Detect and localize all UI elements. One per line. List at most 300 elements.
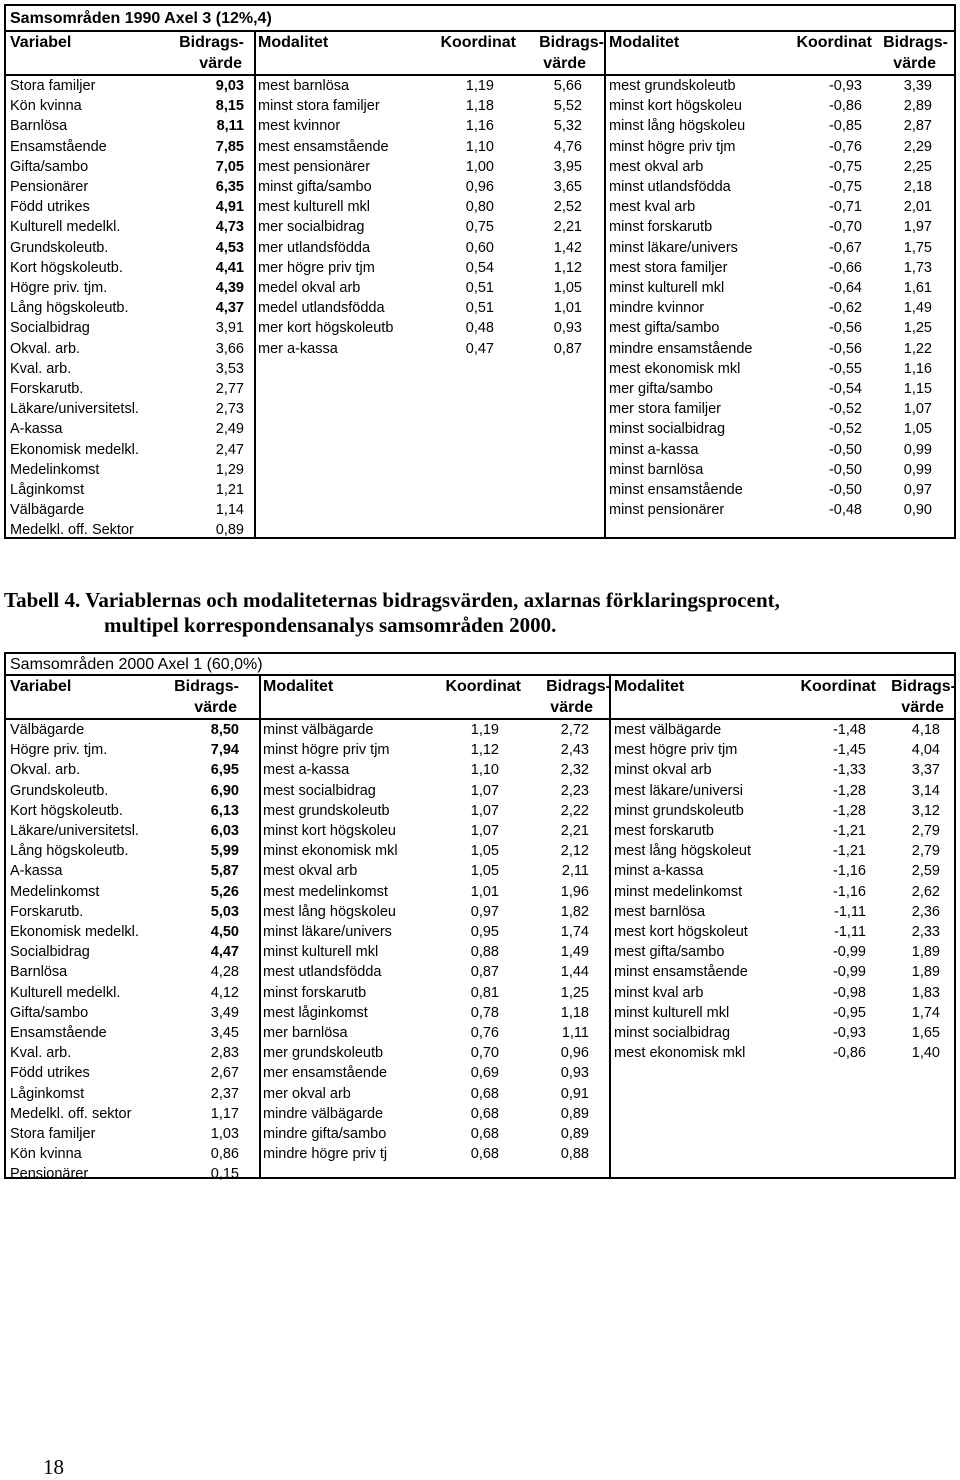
variable-name: Socialbidrag bbox=[10, 944, 90, 961]
modality-name: mer barnlösa bbox=[263, 1025, 348, 1041]
modality-name: minst läkare/univers bbox=[263, 924, 392, 940]
modality-contribution: 1,65 bbox=[911, 1025, 940, 1041]
variable-contribution: 7,94 bbox=[210, 742, 239, 759]
variable-name: Socialbidrag bbox=[10, 320, 90, 337]
modality-coordinate: -1,28 bbox=[832, 802, 866, 819]
variable-contribution: 6,90 bbox=[210, 782, 239, 799]
variable-contribution: 5,87 bbox=[210, 863, 239, 880]
modality-contribution: 2,21 bbox=[560, 823, 589, 839]
modality-contribution: 2,29 bbox=[903, 138, 932, 155]
variable-name: Barnlösa bbox=[10, 118, 68, 135]
modality-name: minst a-kassa bbox=[614, 863, 704, 880]
header-bidrag: värde bbox=[901, 699, 944, 716]
variable-name: Välbägarde bbox=[10, 502, 85, 519]
modality-contribution: 1,22 bbox=[903, 340, 932, 357]
modality-contribution: 5,52 bbox=[553, 98, 582, 115]
modality-contribution: 2,18 bbox=[903, 179, 932, 195]
modality-contribution: 1,75 bbox=[903, 239, 932, 256]
variable-contribution: 2,73 bbox=[215, 401, 244, 418]
modality-name: minst okval arb bbox=[614, 762, 712, 779]
modality-contribution: 2,23 bbox=[560, 782, 589, 799]
modality-name: minst utlandsfödda bbox=[609, 179, 731, 195]
variable-contribution: 2,49 bbox=[215, 421, 244, 438]
header-row bbox=[6, 32, 954, 76]
modality-name: mest låginkomst bbox=[263, 1004, 368, 1021]
modality-contribution: 1,40 bbox=[911, 1045, 940, 1062]
header-bidrag: värde bbox=[194, 699, 237, 716]
modality-coordinate: -1,11 bbox=[834, 924, 866, 940]
modality-coordinate: -0,56 bbox=[828, 320, 862, 337]
table-body bbox=[6, 32, 954, 537]
modality-contribution: 2,59 bbox=[911, 863, 940, 880]
modality-name: minst ensamstående bbox=[609, 482, 743, 498]
modality-name: minst a-kassa bbox=[609, 441, 699, 458]
variable-contribution: 1,21 bbox=[215, 482, 244, 498]
modality-coordinate: 1,07 bbox=[470, 782, 499, 799]
modality-coordinate: 0,80 bbox=[465, 199, 494, 216]
variable-name: Ekonomisk medelkl. bbox=[10, 441, 139, 458]
variable-contribution: 1,14 bbox=[215, 502, 244, 519]
modality-coordinate: 0,88 bbox=[470, 944, 499, 961]
variable-name: Ekonomisk medelkl. bbox=[10, 924, 139, 940]
variable-contribution: 3,49 bbox=[210, 1004, 239, 1021]
modality-name: mer högre priv tjm bbox=[258, 259, 375, 276]
header-bidrag: Bidrags- bbox=[174, 678, 239, 695]
modality-coordinate: -0,70 bbox=[828, 219, 862, 236]
header-koordinat: Koordinat bbox=[796, 34, 872, 51]
modality-coordinate: 0,51 bbox=[465, 300, 494, 317]
modality-name: minst barnlösa bbox=[609, 461, 704, 478]
modality-coordinate: -0,66 bbox=[828, 259, 862, 276]
variable-name: Kval. arb. bbox=[10, 360, 72, 377]
header-modalitet: Modalitet bbox=[263, 678, 334, 695]
modality-name: minst medelinkomst bbox=[614, 883, 743, 900]
modality-contribution: 1,89 bbox=[911, 964, 940, 981]
variable-contribution: 4,50 bbox=[210, 924, 239, 940]
modality-name: mest okval arb bbox=[609, 158, 704, 175]
modality-name: mest kvinnor bbox=[258, 118, 341, 135]
modality-contribution: 1,25 bbox=[560, 984, 589, 1001]
variable-contribution: 2,47 bbox=[215, 441, 244, 458]
modality-name: minst gifta/sambo bbox=[258, 179, 372, 195]
variable-name: Grundskoleutb. bbox=[10, 239, 109, 256]
variable-name: Låginkomst bbox=[10, 482, 85, 498]
modality-name: mest välbägarde bbox=[614, 722, 722, 738]
variable-name: Grundskoleutb. bbox=[10, 782, 109, 799]
caption-line-1: Tabell 4. Variablernas och modaliteternas bidragsvärden, axlarnas förklaringsprocent, bbox=[4, 588, 780, 612]
variable-contribution: 2,37 bbox=[210, 1085, 239, 1102]
modality-coordinate: 1,01 bbox=[470, 883, 499, 900]
modality-contribution: 2,87 bbox=[903, 118, 932, 135]
modality-coordinate: -0,99 bbox=[832, 944, 866, 961]
modality-coordinate: 1,10 bbox=[470, 762, 499, 779]
modality-coordinate: 1,12 bbox=[470, 742, 499, 759]
header-koordinat: Koordinat bbox=[440, 34, 516, 51]
modality-name: mest gifta/sambo bbox=[614, 944, 725, 961]
modality-coordinate: 0,47 bbox=[465, 340, 494, 357]
modality-coordinate: 0,70 bbox=[470, 1045, 499, 1062]
modality-name: minst läkare/univers bbox=[609, 239, 738, 256]
modality-contribution: 0,99 bbox=[903, 461, 932, 478]
modality-name: minst forskarutb bbox=[609, 219, 713, 236]
modality-coordinate: -0,99 bbox=[832, 964, 866, 981]
modality-coordinate: 1,19 bbox=[470, 722, 499, 738]
variable-name: Högre priv. tjm. bbox=[10, 742, 108, 759]
modality-contribution: 2,32 bbox=[560, 762, 589, 779]
modality-coordinate: 1,18 bbox=[465, 98, 494, 115]
variable-name: Forskarutb. bbox=[10, 381, 84, 397]
variable-name: Läkare/universitetsl. bbox=[10, 823, 139, 839]
modality-name: minst ekonomisk mkl bbox=[263, 843, 398, 860]
modality-contribution: 2,62 bbox=[911, 883, 940, 900]
modality-coordinate: 0,97 bbox=[470, 903, 499, 920]
variable-name: Forskarutb. bbox=[10, 903, 84, 920]
modality-name: mest utlandsfödda bbox=[263, 964, 382, 981]
variable-contribution: 5,03 bbox=[210, 903, 239, 920]
variable-name: Medelkl. off. Sektor bbox=[10, 522, 134, 539]
table-title: Samsområden 2000 Axel 1 (60,0%) bbox=[6, 654, 954, 676]
modality-name: mest grundskoleutb bbox=[263, 802, 390, 819]
variable-contribution: 6,13 bbox=[210, 802, 239, 819]
table-1990-axis3 bbox=[4, 4, 956, 539]
variable-name: Kön kvinna bbox=[10, 98, 82, 115]
modality-name: minst kval arb bbox=[614, 984, 704, 1001]
modality-contribution: 3,12 bbox=[911, 802, 940, 819]
modality-contribution: 3,95 bbox=[553, 158, 582, 175]
variable-contribution: 4,91 bbox=[215, 199, 244, 216]
variable-name: Kort högskoleutb. bbox=[10, 802, 123, 819]
modality-contribution: 4,04 bbox=[911, 742, 940, 759]
modality-name: minst socialbidrag bbox=[614, 1025, 731, 1041]
variable-contribution: 4,53 bbox=[215, 239, 244, 256]
modality-coordinate: -1,45 bbox=[832, 742, 866, 759]
modality-coordinate: 0,69 bbox=[470, 1065, 499, 1082]
variable-contribution: 6,95 bbox=[210, 762, 239, 779]
modality-name: medel utlandsfödda bbox=[258, 300, 385, 317]
modality-name: mest barnlösa bbox=[614, 903, 706, 920]
variable-contribution: 2,67 bbox=[210, 1065, 239, 1082]
modality-name: mest forskarutb bbox=[614, 823, 714, 839]
variable-name: A-kassa bbox=[10, 863, 63, 880]
variable-contribution: 6,35 bbox=[215, 179, 244, 195]
column-divider bbox=[604, 32, 606, 537]
header-row bbox=[6, 676, 954, 720]
modality-contribution: 1,83 bbox=[911, 984, 940, 1001]
modality-name: minst kort högskoleu bbox=[609, 98, 742, 115]
modality-name: mest gifta/sambo bbox=[609, 320, 720, 337]
modality-contribution: 1,49 bbox=[903, 300, 932, 317]
modality-contribution: 1,01 bbox=[553, 300, 582, 317]
header-modalitet: Modalitet bbox=[614, 678, 685, 695]
variable-name: Medelkl. off. sektor bbox=[10, 1105, 132, 1122]
modality-contribution: 1,74 bbox=[560, 924, 589, 940]
column-divider bbox=[259, 676, 261, 1177]
variable-name: Stora familjer bbox=[10, 78, 96, 94]
variable-name: Medelinkomst bbox=[10, 883, 100, 900]
variable-name: Gifta/sambo bbox=[10, 158, 89, 175]
modality-contribution: 0,99 bbox=[903, 441, 932, 458]
modality-coordinate: 0,48 bbox=[465, 320, 494, 337]
modality-coordinate: 1,07 bbox=[470, 823, 499, 839]
modality-contribution: 0,91 bbox=[560, 1085, 589, 1102]
modality-coordinate: 0,51 bbox=[465, 280, 494, 296]
modality-contribution: 1,15 bbox=[903, 381, 932, 397]
modality-coordinate: -1,11 bbox=[834, 903, 866, 920]
modality-name: mer stora familjer bbox=[609, 401, 721, 418]
modality-name: mer ensamstående bbox=[263, 1065, 388, 1082]
modality-contribution: 1,73 bbox=[903, 259, 932, 276]
modality-contribution: 1,05 bbox=[903, 421, 932, 438]
modality-coordinate: 0,54 bbox=[465, 259, 494, 276]
variable-name: Kort högskoleutb. bbox=[10, 259, 123, 276]
modality-name: mindre kvinnor bbox=[609, 300, 705, 317]
modality-coordinate: 0,68 bbox=[470, 1085, 499, 1102]
modality-coordinate: 1,05 bbox=[470, 843, 499, 860]
modality-contribution: 1,49 bbox=[560, 944, 589, 961]
modality-name: mest medelinkomst bbox=[263, 883, 388, 900]
modality-name: mer a-kassa bbox=[258, 340, 338, 357]
modality-contribution: 3,14 bbox=[911, 782, 940, 799]
variable-name: Kulturell medelkl. bbox=[10, 219, 121, 236]
modality-contribution: 0,93 bbox=[560, 1065, 589, 1082]
modality-name: mest a-kassa bbox=[263, 762, 350, 779]
modality-name: mest ensamstående bbox=[258, 138, 389, 155]
modality-name: mest kulturell mkl bbox=[258, 199, 370, 216]
modality-name: mindre gifta/sambo bbox=[263, 1126, 387, 1142]
variable-name: Kval. arb. bbox=[10, 1045, 72, 1062]
modality-contribution: 2,33 bbox=[911, 924, 940, 940]
modality-contribution: 1,89 bbox=[911, 944, 940, 961]
modality-name: minst högre priv tjm bbox=[609, 138, 736, 155]
variable-contribution: 1,03 bbox=[210, 1126, 239, 1142]
header-modalitet: Modalitet bbox=[258, 34, 329, 51]
modality-name: mest ekonomisk mkl bbox=[609, 360, 741, 377]
variable-contribution: 7,05 bbox=[215, 158, 244, 175]
modality-name: minst ensamstående bbox=[614, 964, 748, 981]
header-koordinat: Koordinat bbox=[445, 678, 521, 695]
modality-name: mest lång högskoleu bbox=[263, 903, 396, 920]
modality-contribution: 2,79 bbox=[911, 823, 940, 839]
modality-contribution: 3,65 bbox=[553, 179, 582, 195]
modality-contribution: 0,89 bbox=[560, 1126, 589, 1142]
modality-contribution: 2,43 bbox=[560, 742, 589, 759]
modality-name: minst välbägarde bbox=[263, 722, 374, 738]
modality-name: mer utlandsfödda bbox=[258, 239, 371, 256]
variable-name: Välbägarde bbox=[10, 722, 85, 738]
variable-contribution: 3,45 bbox=[210, 1025, 239, 1041]
variable-contribution: 6,03 bbox=[210, 823, 239, 839]
column-divider bbox=[254, 32, 256, 537]
variable-contribution: 4,47 bbox=[210, 944, 239, 961]
modality-name: mest lång högskoleut bbox=[614, 843, 752, 860]
variable-contribution: 2,83 bbox=[210, 1045, 239, 1062]
modality-contribution: 2,72 bbox=[560, 722, 589, 738]
variable-name: Gifta/sambo bbox=[10, 1004, 89, 1021]
modality-coordinate: 0,68 bbox=[470, 1146, 499, 1163]
variable-contribution: 4,39 bbox=[215, 280, 244, 296]
variable-name: Stora familjer bbox=[10, 1126, 96, 1142]
header-bidrag: Bidrags- bbox=[883, 34, 948, 51]
modality-coordinate: -0,50 bbox=[828, 461, 862, 478]
modality-name: minst forskarutb bbox=[263, 984, 367, 1001]
variable-name: Medelinkomst bbox=[10, 461, 100, 478]
modality-name: mest stora familjer bbox=[609, 259, 728, 276]
variable-contribution: 1,17 bbox=[210, 1105, 239, 1122]
modality-name: mest läkare/universi bbox=[614, 782, 743, 799]
variable-contribution: 1,29 bbox=[215, 461, 244, 478]
modality-name: mer kort högskoleutb bbox=[258, 320, 394, 337]
variable-contribution: 3,66 bbox=[215, 340, 244, 357]
modality-contribution: 2,01 bbox=[903, 199, 932, 216]
variable-contribution: 0,15 bbox=[210, 1166, 239, 1183]
variable-name: Barnlösa bbox=[10, 964, 68, 981]
modality-coordinate: -0,75 bbox=[828, 179, 862, 195]
modality-contribution: 1,25 bbox=[903, 320, 932, 337]
modality-name: minst stora familjer bbox=[258, 98, 380, 115]
modality-coordinate: 1,07 bbox=[470, 802, 499, 819]
header-bidrag: värde bbox=[893, 55, 936, 72]
variable-name: Kön kvinna bbox=[10, 1146, 82, 1163]
modality-coordinate: -0,71 bbox=[828, 199, 862, 216]
variable-name: Född utrikes bbox=[10, 1065, 90, 1082]
modality-contribution: 2,21 bbox=[553, 219, 582, 236]
modality-contribution: 3,39 bbox=[903, 78, 932, 94]
modality-coordinate: 0,75 bbox=[465, 219, 494, 236]
modality-contribution: 2,36 bbox=[911, 903, 940, 920]
modality-name: minst kulturell mkl bbox=[614, 1004, 730, 1021]
header-bidrag: Bidrags- bbox=[179, 34, 244, 51]
modality-contribution: 2,79 bbox=[911, 843, 940, 860]
modality-contribution: 1,16 bbox=[903, 360, 932, 377]
modality-contribution: 2,22 bbox=[560, 802, 589, 819]
modality-contribution: 1,97 bbox=[903, 219, 932, 236]
variable-contribution: 8,15 bbox=[215, 98, 244, 115]
modality-coordinate: 1,19 bbox=[465, 78, 494, 94]
modality-coordinate: -0,62 bbox=[828, 300, 862, 317]
modality-coordinate: -0,75 bbox=[828, 158, 862, 175]
modality-name: mest ekonomisk mkl bbox=[614, 1045, 746, 1062]
modality-contribution: 1,11 bbox=[561, 1025, 589, 1041]
modality-coordinate: -0,93 bbox=[828, 78, 862, 94]
modality-coordinate: 0,78 bbox=[470, 1004, 499, 1021]
modality-contribution: 0,90 bbox=[903, 502, 932, 519]
modality-coordinate: 1,10 bbox=[465, 138, 494, 155]
modality-contribution: 2,89 bbox=[903, 98, 932, 115]
modality-name: mindre ensamstående bbox=[609, 340, 753, 357]
modality-contribution: 2,25 bbox=[903, 158, 932, 175]
modality-contribution: 1,44 bbox=[560, 964, 589, 981]
modality-name: mest okval arb bbox=[263, 863, 358, 880]
modality-coordinate: -0,50 bbox=[828, 482, 862, 498]
variable-contribution: 4,28 bbox=[210, 964, 239, 981]
modality-contribution: 5,32 bbox=[553, 118, 582, 135]
modality-coordinate: 0,60 bbox=[465, 239, 494, 256]
variable-contribution: 8,50 bbox=[210, 722, 239, 738]
variable-contribution: 4,73 bbox=[215, 219, 244, 236]
column-divider bbox=[609, 676, 611, 1177]
modality-coordinate: -0,64 bbox=[828, 280, 862, 296]
variable-contribution: 4,41 bbox=[215, 259, 244, 276]
variable-contribution: 5,26 bbox=[210, 883, 239, 900]
modality-name: mindre högre priv tj bbox=[263, 1146, 388, 1163]
modality-coordinate: 0,81 bbox=[470, 984, 499, 1001]
modality-name: minst kulturell mkl bbox=[609, 280, 725, 296]
modality-coordinate: -0,67 bbox=[828, 239, 862, 256]
modality-name: mest grundskoleutb bbox=[609, 78, 736, 94]
table-caption bbox=[4, 588, 956, 638]
variable-name: Ensamstående bbox=[10, 1025, 107, 1041]
modality-contribution: 1,42 bbox=[553, 239, 582, 256]
variable-contribution: 2,77 bbox=[215, 381, 244, 397]
modality-coordinate: -1,48 bbox=[832, 722, 866, 738]
modality-coordinate: 0,76 bbox=[470, 1025, 499, 1041]
modality-contribution: 1,61 bbox=[903, 280, 932, 296]
modality-name: minst kulturell mkl bbox=[263, 944, 379, 961]
modality-contribution: 1,07 bbox=[903, 401, 932, 418]
modality-contribution: 0,88 bbox=[560, 1146, 589, 1163]
modality-contribution: 1,05 bbox=[553, 280, 582, 296]
variable-name: Född utrikes bbox=[10, 199, 90, 216]
modality-contribution: 2,11 bbox=[561, 863, 589, 880]
variable-name: Okval. arb. bbox=[10, 340, 81, 357]
modality-coordinate: -0,55 bbox=[828, 360, 862, 377]
header-koordinat: Koordinat bbox=[800, 678, 876, 695]
modality-coordinate: -0,76 bbox=[828, 138, 862, 155]
modality-contribution: 0,87 bbox=[553, 340, 582, 357]
modality-contribution: 3,37 bbox=[911, 762, 940, 779]
header-bidrag: Bidrags- bbox=[546, 678, 611, 695]
modality-name: mer gifta/sambo bbox=[609, 381, 713, 397]
modality-coordinate: -1,21 bbox=[832, 843, 866, 860]
variable-name: Låginkomst bbox=[10, 1085, 85, 1102]
header-bidrag: värde bbox=[199, 55, 242, 72]
variable-contribution: 7,85 bbox=[215, 138, 244, 155]
modality-coordinate: 1,16 bbox=[465, 118, 494, 135]
modality-name: mest högre priv tjm bbox=[614, 742, 738, 759]
modality-contribution: 1,82 bbox=[560, 903, 589, 920]
variable-name: Pensionärer bbox=[10, 1166, 89, 1183]
modality-contribution: 1,12 bbox=[553, 259, 582, 276]
variable-name: Ensamstående bbox=[10, 138, 107, 155]
modality-coordinate: 1,00 bbox=[465, 158, 494, 175]
modality-contribution: 5,66 bbox=[553, 78, 582, 94]
variable-name: Kulturell medelkl. bbox=[10, 984, 121, 1001]
modality-name: mindre välbägarde bbox=[263, 1105, 384, 1122]
modality-coordinate: -0,93 bbox=[832, 1025, 866, 1041]
table-body bbox=[6, 676, 956, 1183]
modality-name: mest pensionärer bbox=[258, 158, 371, 175]
modality-name: mer socialbidrag bbox=[258, 219, 365, 236]
modality-contribution: 0,89 bbox=[560, 1105, 589, 1122]
modality-contribution: 0,96 bbox=[560, 1045, 589, 1062]
modality-contribution: 1,18 bbox=[560, 1004, 589, 1021]
modality-coordinate: -0,48 bbox=[828, 502, 862, 519]
modality-coordinate: -1,21 bbox=[832, 823, 866, 839]
variable-contribution: 4,12 bbox=[210, 984, 239, 1001]
header-bidrag: Bidrags- bbox=[539, 34, 604, 51]
modality-name: mest barnlösa bbox=[258, 78, 350, 94]
page-number: 18 bbox=[43, 1455, 64, 1479]
modality-contribution: 0,93 bbox=[553, 320, 582, 337]
variable-name: Lång högskoleutb. bbox=[10, 300, 129, 317]
modality-coordinate: -0,85 bbox=[828, 118, 862, 135]
variable-name: Högre priv. tjm. bbox=[10, 280, 108, 296]
variable-name: Lång högskoleutb. bbox=[10, 843, 129, 860]
modality-contribution: 4,76 bbox=[553, 138, 582, 155]
header-variabel: Variabel bbox=[10, 678, 72, 695]
modality-coordinate: -0,86 bbox=[828, 98, 862, 115]
modality-coordinate: -0,54 bbox=[828, 381, 862, 397]
